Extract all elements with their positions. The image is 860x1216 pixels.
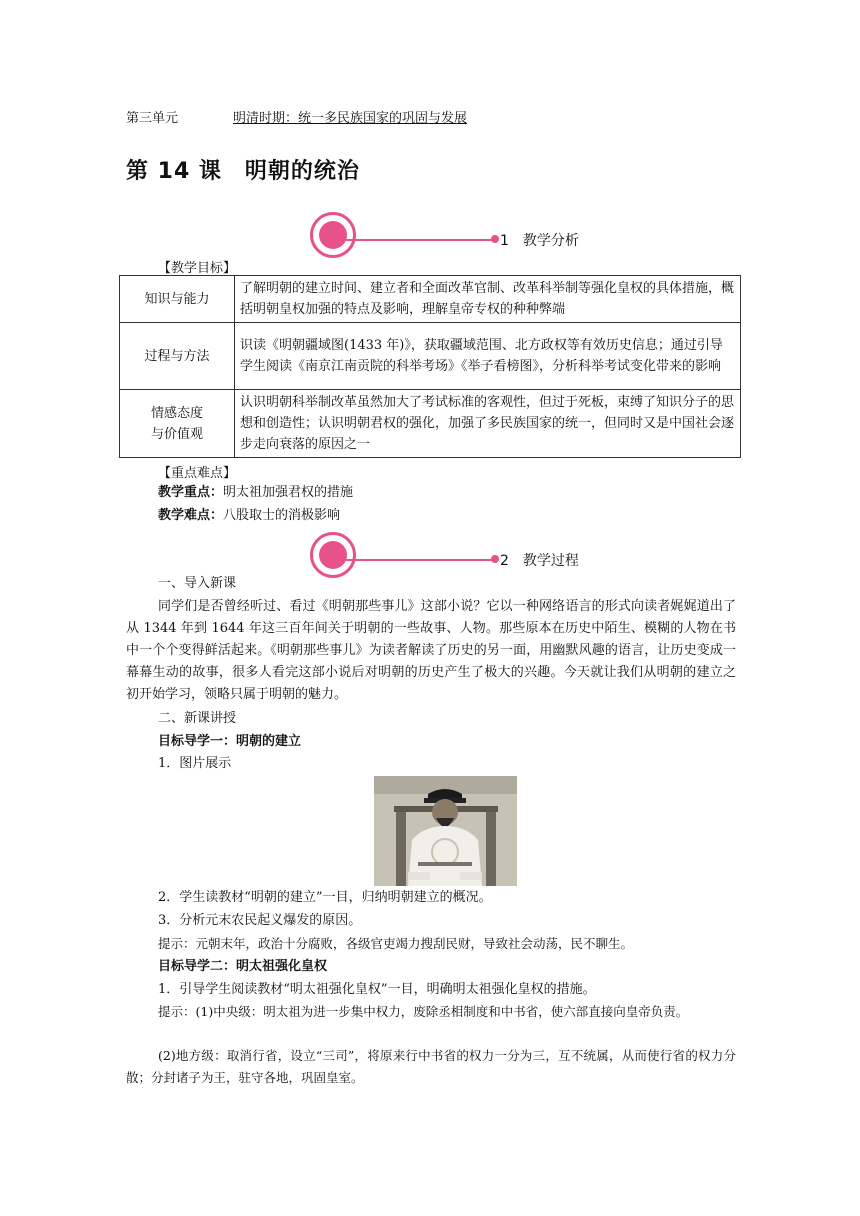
keypoints-label: 【重点难点】 xyxy=(158,466,237,481)
unit-title: 明清时期：统一多民族国家的巩固与发展 xyxy=(233,111,468,126)
goal1-title: 目标导学一：明朝的建立 xyxy=(158,734,302,749)
unit-label: 第三单元 xyxy=(126,111,179,126)
goal-text: 识读《明朝疆域图(1433 年)》，获取疆域范围、北方政权等有效历史信息；通过引导学生阅读《南京江南贡院的科举考场》《举子看榜图》，分析科举考试变化带来的影响 xyxy=(235,323,741,390)
goal1-item1: 1．图片展示 xyxy=(158,756,232,771)
section-title-2: 2 教学过程 xyxy=(500,553,579,569)
divider xyxy=(346,239,492,241)
difficulty-line: 教学难点：八股取士的消极影响 xyxy=(158,508,341,523)
goal-key: 情感态度 与价值观 xyxy=(120,390,235,458)
goal1-item3: 3．分析元末农民起义爆发的原因。 xyxy=(158,913,362,928)
new-heading: 二、新课讲授 xyxy=(158,711,237,726)
emperor-portrait-image xyxy=(374,776,517,886)
intro-heading: 一、导入新课 xyxy=(158,576,237,591)
circle-icon xyxy=(310,212,356,258)
intro-paragraph: 同学们是否曾经听过、看过《明朝那些事儿》这部小说？它以一种网络语言的形式向读者娓娓道出了从 1344 年到 1644 年这三百年间关于明朝的一些故事、人物。那些原本在历史中陌生、模糊的人物在书中一个个变得鲜活起来。《明朝那些事儿》为读者解读了历史的另一面，用幽默风趣的语言，让历史变成一幕幕生动的故事，很多人看完这部小说后对明朝的历史产生了极大的兴趣。今天就让我们从明朝的建立之初开始学习，领略只属于明朝的魅力。 xyxy=(126,599,736,702)
dot-icon xyxy=(491,555,499,563)
goals-table xyxy=(119,275,741,458)
goal-text: 了解明朝的建立时间、建立者和全面改革官制、改革科举制等强化皇权的具体措施，概括明朝皇权加强的特点及影响，理解皇帝专权的种种弊端 xyxy=(235,276,741,323)
section-banner-1 xyxy=(310,212,610,262)
section-title-1: 1 教学分析 xyxy=(500,233,579,249)
table-row xyxy=(120,276,741,323)
goal2-item1: 1．引导学生阅读教材“明太祖强化皇权”一目，明确明太祖强化皇权的措施。 xyxy=(158,982,596,997)
goal-text: 认识明朝科举制改革虽然加大了考试标准的客观性，但过于死板，束缚了知识分子的思想和创造性；认识明朝君权的强化，加强了多民族国家的统一，但同时又是中国社会逐步走向衰落的原因之一 xyxy=(235,390,741,458)
dot-icon xyxy=(491,235,499,243)
goal1-hint: 提示：元朝末年，政治十分腐败，各级官吏竭力搜刮民财，导致社会动荡，民不聊生。 xyxy=(158,936,634,951)
lesson-title: 第 14 课 明朝的统治 xyxy=(126,159,360,184)
goal2-hint1: 提示：(1)中央级：明太祖为进一步集中权力，废除丞相制度和中书省，使六部直接向皇帝负责。 xyxy=(158,1004,689,1019)
divider xyxy=(346,559,492,561)
portrait-icon xyxy=(374,776,517,886)
goal1-item2: 2．学生读教材“明朝的建立”一目，归纳明朝建立的概况。 xyxy=(158,890,492,905)
goals-label: 【教学目标】 xyxy=(158,261,237,276)
goal-key: 知识与能力 xyxy=(120,276,235,323)
goal2-title: 目标导学二：明太祖强化皇权 xyxy=(158,959,328,974)
focus-line: 教学重点：明太祖加强君权的措施 xyxy=(158,485,354,500)
section-banner-2 xyxy=(310,532,610,582)
table-row xyxy=(120,323,741,390)
table-row xyxy=(120,390,741,458)
circle-icon xyxy=(310,532,356,578)
goal-key: 过程与方法 xyxy=(120,323,235,390)
goal2-hint2: (2)地方级：取消行省，设立“三司”，将原来行中书省的权力一分为三，互不统属，从而使行省的权力分散；分封诸子为王，驻守各地，巩固皇室。 xyxy=(126,1048,736,1085)
